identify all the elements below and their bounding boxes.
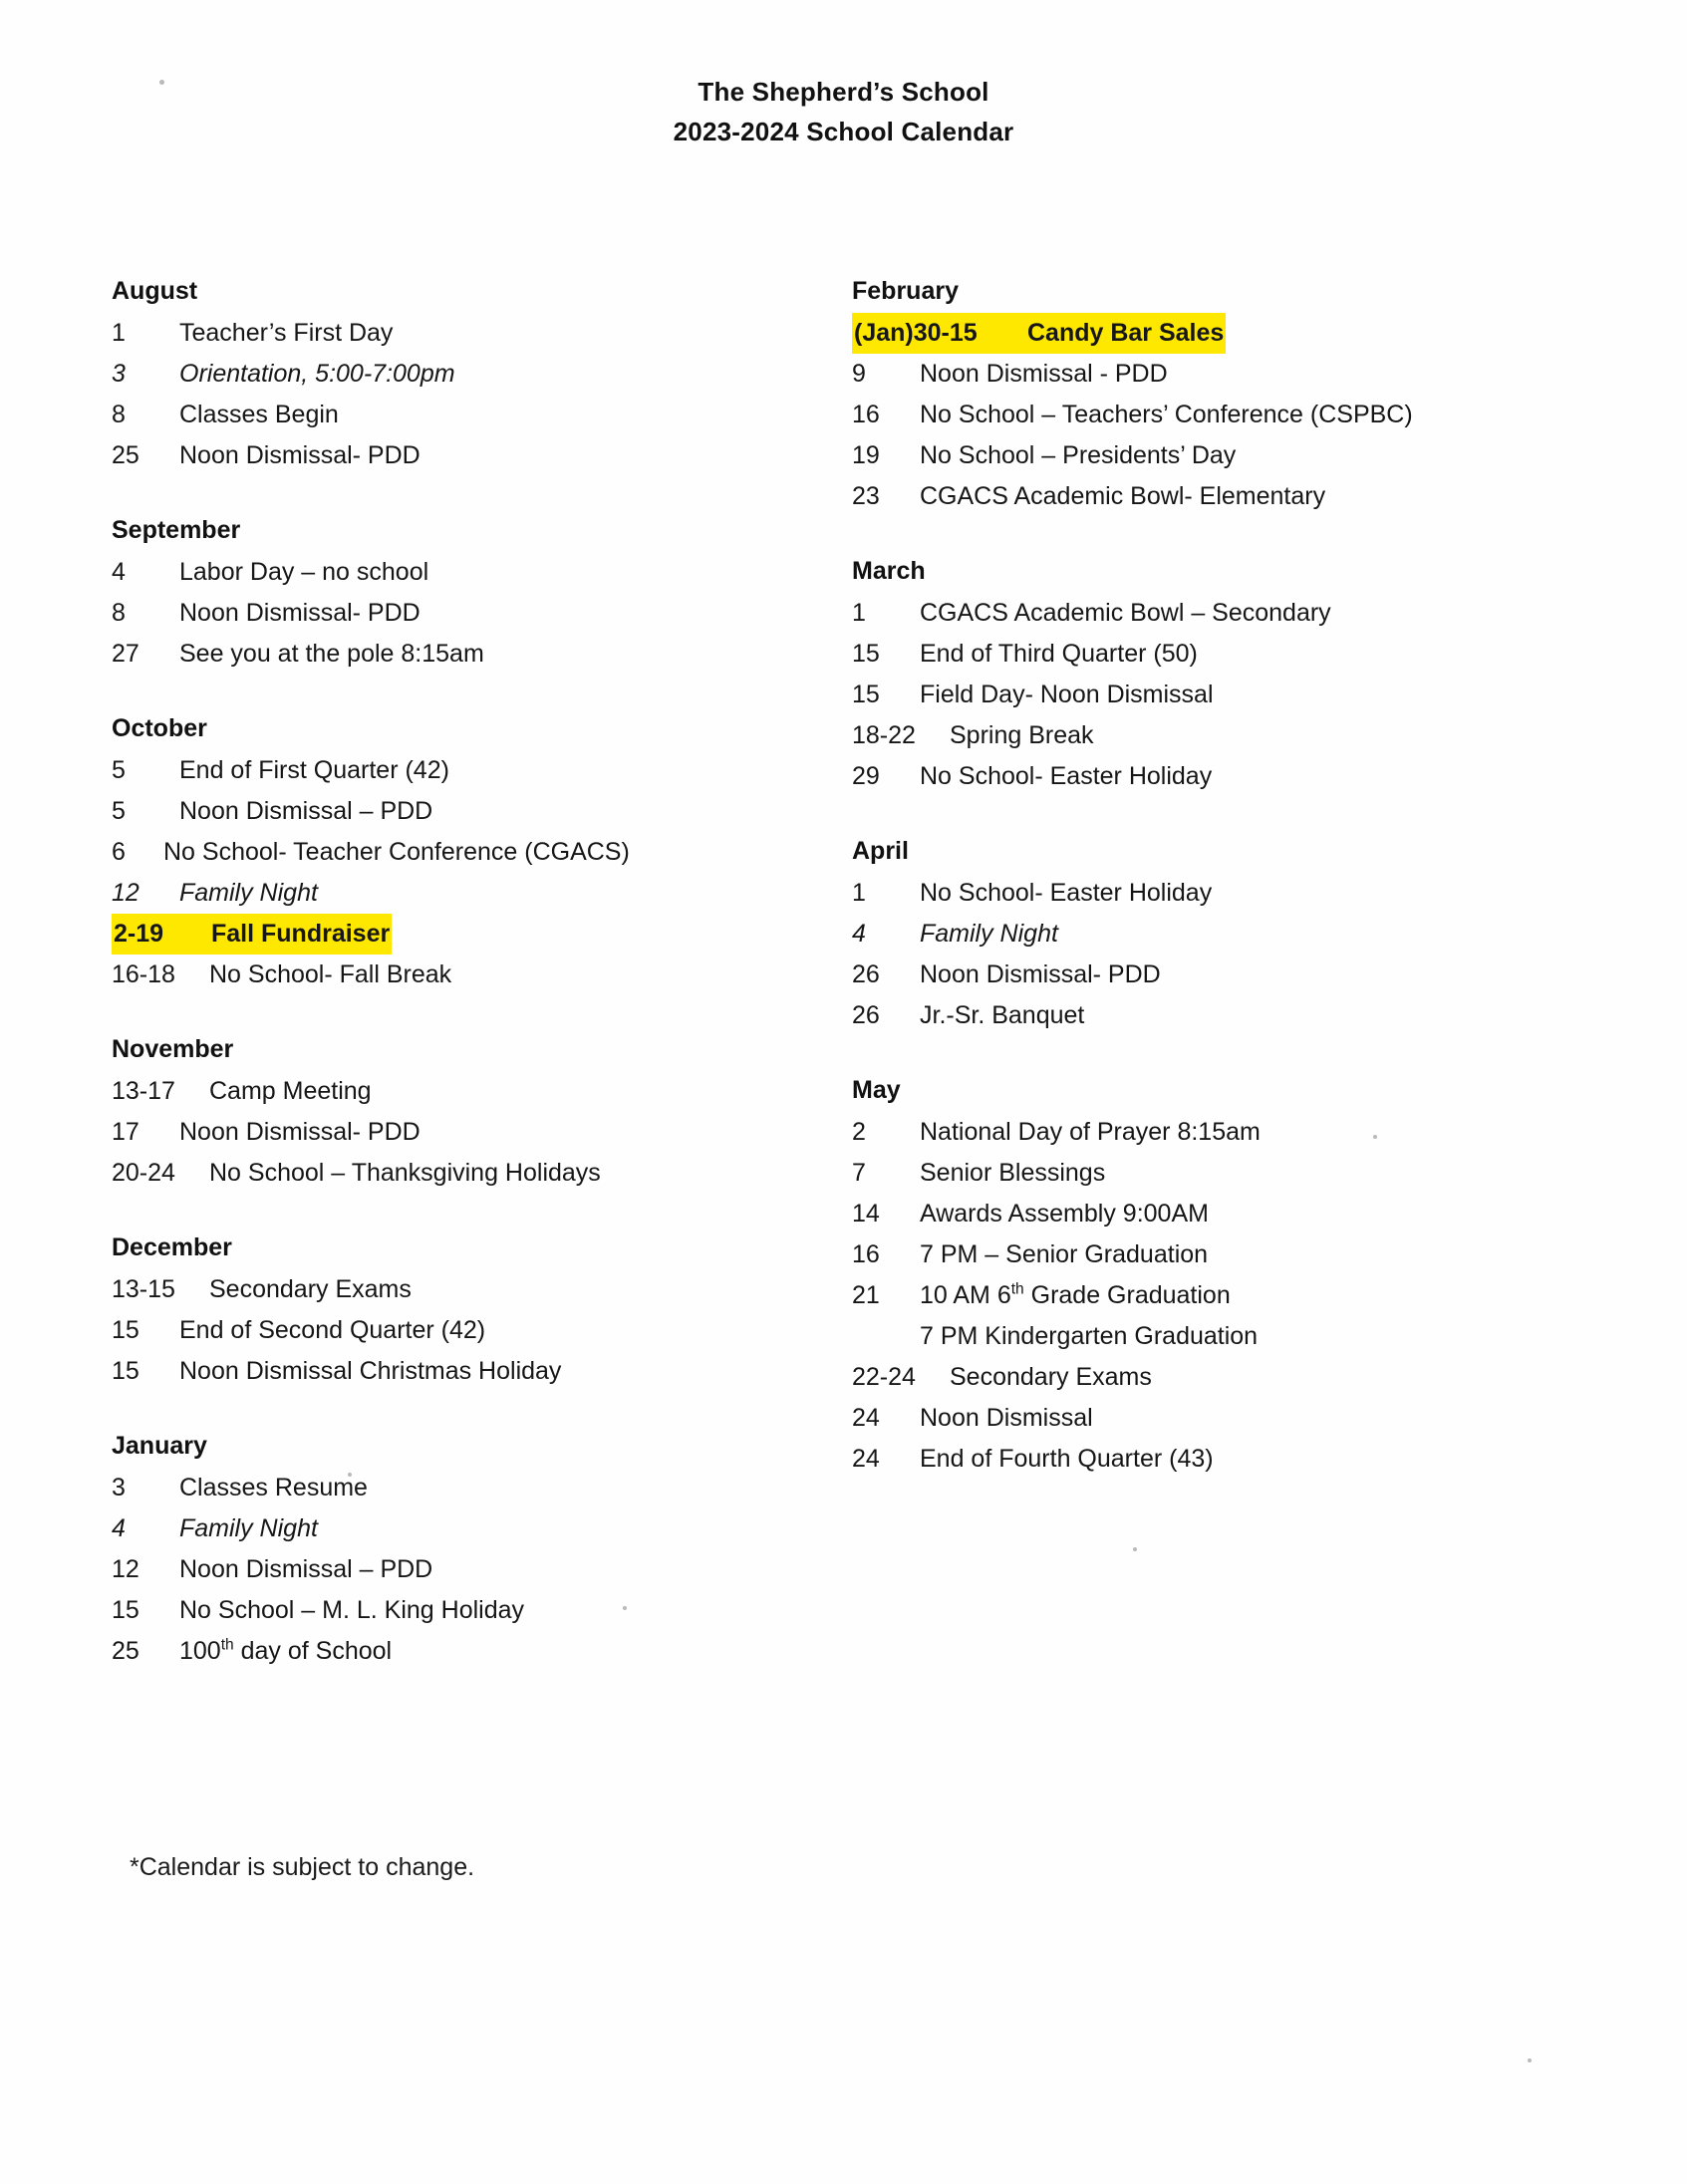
calendar-event-row (852, 313, 1226, 354)
event-date: 13-15 (112, 1275, 175, 1303)
event-description: 7 PM Kindergarten Graduation (920, 1322, 1259, 1350)
event-row-wrapper (852, 1112, 1549, 1153)
month-heading: April (852, 837, 909, 865)
event-description: Noon Dismissal- PDD (920, 960, 1161, 988)
event-date: 9 (852, 360, 866, 388)
event-row-wrapper (112, 955, 769, 995)
event-date: 16 (852, 401, 880, 428)
event-description: CGACS Academic Bowl- Elementary (920, 482, 1326, 510)
event-date: 5 (112, 797, 126, 825)
calendar-event-row (852, 1153, 1549, 1194)
calendar-event-row (112, 395, 769, 435)
event-description: Noon Dismissal Christmas Holiday (179, 1357, 562, 1385)
calendar-event-row (112, 832, 769, 873)
calendar-event-row (112, 1468, 769, 1508)
month-heading: August (112, 277, 198, 305)
event-description: No School – Presidents’ Day (920, 441, 1237, 469)
event-description: Noon Dismissal- PDD (179, 1118, 421, 1146)
title-calendar-year: 2023-2024 School Calendar (673, 117, 1014, 146)
event-row-wrapper (112, 832, 769, 873)
event-description: No School – M. L. King Holiday (179, 1596, 525, 1624)
event-row-wrapper (852, 1316, 1549, 1357)
event-date: 13-17 (112, 1077, 175, 1105)
event-description: End of Second Quarter (42) (179, 1316, 486, 1344)
event-description: Classes Begin (179, 401, 339, 428)
calendar-event-row (112, 552, 769, 593)
calendar-columns (0, 271, 1687, 1785)
event-row-wrapper (852, 593, 1549, 634)
event-row-wrapper (112, 1269, 769, 1310)
event-description: End of First Quarter (42) (179, 756, 449, 784)
event-date: (Jan)30-15 (854, 319, 978, 347)
event-date: 15 (112, 1316, 140, 1344)
event-date: 1 (852, 599, 866, 627)
calendar-event-row (852, 354, 1549, 395)
calendar-event-row (852, 955, 1549, 995)
event-row-wrapper (852, 955, 1549, 995)
month-block (852, 831, 1549, 1036)
event-row-wrapper (852, 1357, 1549, 1398)
event-date: 6 (112, 838, 126, 866)
event-row-wrapper (112, 750, 769, 791)
month-heading: November (112, 1035, 234, 1063)
event-row-wrapper (852, 354, 1549, 395)
event-description: Spring Break (950, 721, 1094, 749)
event-description: End of Fourth Quarter (43) (920, 1445, 1214, 1473)
month-heading: May (852, 1076, 901, 1104)
event-description: Awards Assembly 9:00AM (920, 1200, 1209, 1228)
calendar-event-row (852, 1316, 1549, 1357)
month-block (852, 1070, 1549, 1480)
event-date: 14 (852, 1200, 880, 1228)
event-row-wrapper (852, 995, 1549, 1036)
event-row-wrapper (112, 914, 769, 955)
event-date: 15 (852, 640, 880, 668)
month-block (112, 271, 769, 476)
calendar-event-row (852, 675, 1549, 715)
calendar-event-row (852, 1357, 1549, 1398)
event-description: Field Day- Noon Dismissal (920, 681, 1214, 708)
event-date: 16 (852, 1240, 880, 1268)
event-date: 8 (112, 599, 126, 627)
event-row-wrapper (112, 1071, 769, 1112)
event-date: 4 (112, 558, 126, 586)
event-description: Candy Bar Sales (1027, 319, 1225, 347)
event-description: Noon Dismissal (920, 1404, 1093, 1432)
event-row-wrapper (112, 354, 769, 395)
event-row-wrapper (852, 634, 1549, 675)
month-heading: December (112, 1233, 232, 1261)
month-block (112, 708, 769, 995)
event-row-wrapper (112, 1112, 769, 1153)
event-description: Noon Dismissal - PDD (920, 360, 1168, 388)
month-block (112, 510, 769, 675)
event-description: Classes Resume (179, 1474, 368, 1502)
event-date: 22-24 (852, 1363, 916, 1391)
calendar-event-row (852, 1234, 1549, 1275)
event-date: 2-19 (114, 920, 164, 948)
calendar-event-row (852, 873, 1549, 914)
event-row-wrapper (112, 1549, 769, 1590)
event-description: No School- Easter Holiday (920, 762, 1213, 790)
event-date: 26 (852, 960, 880, 988)
event-date: 29 (852, 762, 880, 790)
calendar-event-row (852, 593, 1549, 634)
event-date: 4 (112, 1514, 126, 1542)
event-date: 1 (852, 879, 866, 907)
month-heading: January (112, 1432, 207, 1460)
event-description: Orientation, 5:00-7:00pm (179, 360, 455, 388)
calendar-event-row (112, 1269, 769, 1310)
event-description: Noon Dismissal- PDD (179, 441, 421, 469)
event-date: 12 (112, 1555, 140, 1583)
event-date: 26 (852, 1001, 880, 1029)
event-row-wrapper (112, 634, 769, 675)
event-description: Secondary Exams (209, 1275, 412, 1303)
event-description: Senior Blessings (920, 1159, 1106, 1187)
calendar-event-row (112, 1631, 769, 1672)
calendar-event-row (112, 873, 769, 914)
calendar-event-row (112, 1112, 769, 1153)
event-description: Labor Day – no school (179, 558, 429, 586)
calendar-event-row (112, 750, 769, 791)
event-date: 15 (852, 681, 880, 708)
calendar-event-row (852, 995, 1549, 1036)
event-date: 24 (852, 1404, 880, 1432)
event-row-wrapper (112, 1468, 769, 1508)
event-row-wrapper (112, 395, 769, 435)
event-date: 5 (112, 756, 126, 784)
month-heading: October (112, 714, 207, 742)
event-date: 18-22 (852, 721, 916, 749)
calendar-event-row (112, 1153, 769, 1194)
event-description: End of Third Quarter (50) (920, 640, 1198, 668)
month-heading: February (852, 277, 959, 305)
event-description: Secondary Exams (950, 1363, 1152, 1391)
calendar-event-row (852, 756, 1549, 797)
event-row-wrapper (112, 1590, 769, 1631)
event-row-wrapper (852, 914, 1549, 955)
event-row-wrapper (112, 1508, 769, 1549)
event-row-wrapper (852, 395, 1549, 435)
event-row-wrapper (112, 791, 769, 832)
event-date: 15 (112, 1357, 140, 1385)
calendar-event-row (112, 914, 392, 955)
event-row-wrapper (852, 1234, 1549, 1275)
calendar-event-row (852, 914, 1549, 955)
event-row-wrapper (112, 552, 769, 593)
event-row-wrapper (852, 675, 1549, 715)
calendar-event-row (112, 955, 769, 995)
event-row-wrapper (852, 435, 1549, 476)
calendar-event-row (112, 1310, 769, 1351)
event-row-wrapper (852, 1398, 1549, 1439)
title-school-name: The Shepherd’s School (698, 77, 989, 107)
event-row-wrapper (112, 1351, 769, 1392)
event-date: 12 (112, 879, 140, 907)
calendar-event-row (852, 476, 1549, 517)
event-date: 3 (112, 360, 126, 388)
event-description: No School- Teacher Conference (CGACS) (163, 838, 630, 866)
event-description: Family Night (179, 1514, 318, 1542)
event-description: Jr.-Sr. Banquet (920, 1001, 1085, 1029)
month-block (112, 1426, 769, 1672)
calendar-column-right (852, 271, 1549, 1513)
event-date: 1 (112, 319, 126, 347)
month-block (112, 1228, 769, 1392)
event-date: 23 (852, 482, 880, 510)
event-date: 19 (852, 441, 880, 469)
event-description: 7 PM – Senior Graduation (920, 1240, 1209, 1268)
event-row-wrapper (852, 873, 1549, 914)
event-date: 8 (112, 401, 126, 428)
event-date: 24 (852, 1445, 880, 1473)
calendar-event-row (852, 1439, 1549, 1480)
calendar-event-row (112, 1590, 769, 1631)
event-date: 4 (852, 920, 866, 948)
calendar-event-row (852, 1398, 1549, 1439)
event-description: No School- Easter Holiday (920, 879, 1213, 907)
month-block (852, 271, 1549, 517)
event-date: 2 (852, 1118, 866, 1146)
event-description: Family Night (179, 879, 318, 907)
event-row-wrapper (852, 313, 1549, 354)
event-date: 20-24 (112, 1159, 175, 1187)
month-block (112, 1029, 769, 1194)
event-description: No School – Thanksgiving Holidays (209, 1159, 601, 1187)
calendar-event-row (112, 1549, 769, 1590)
event-description: 100th day of School (179, 1636, 393, 1665)
calendar-event-row (852, 1112, 1549, 1153)
calendar-event-row (852, 715, 1549, 756)
calendar-event-row (112, 1351, 769, 1392)
event-date: 7 (852, 1159, 866, 1187)
event-date: 16-18 (112, 960, 175, 988)
calendar-event-row (112, 1508, 769, 1549)
event-row-wrapper (112, 1153, 769, 1194)
calendar-event-row (852, 634, 1549, 675)
event-description: No School – Teachers’ Conference (CSPBC) (920, 401, 1413, 428)
calendar-event-row (852, 435, 1549, 476)
event-description: CGACS Academic Bowl – Secondary (920, 599, 1331, 627)
month-heading: March (852, 557, 926, 585)
event-row-wrapper (112, 1310, 769, 1351)
calendar-event-row (112, 593, 769, 634)
event-date: 17 (112, 1118, 140, 1146)
event-description: Fall Fundraiser (211, 920, 391, 948)
event-description: National Day of Prayer 8:15am (920, 1118, 1261, 1146)
event-description: Teacher’s First Day (179, 319, 394, 347)
event-row-wrapper (852, 1194, 1549, 1234)
event-description: 10 AM 6th Grade Graduation (920, 1280, 1231, 1309)
month-block (852, 551, 1549, 797)
event-date: 21 (852, 1281, 880, 1309)
page-title (0, 72, 1687, 151)
calendar-event-row (112, 435, 769, 476)
event-description: Noon Dismissal – PDD (179, 1555, 433, 1583)
calendar-event-row (112, 791, 769, 832)
calendar-column-left (112, 271, 769, 1706)
scan-speck (1528, 2058, 1532, 2062)
event-row-wrapper (852, 715, 1549, 756)
event-row-wrapper (852, 1439, 1549, 1480)
event-description: No School- Fall Break (209, 960, 452, 988)
event-date: 3 (112, 1474, 126, 1502)
event-description: Family Night (920, 920, 1058, 948)
calendar-event-row (852, 1275, 1549, 1316)
calendar-event-row (112, 634, 769, 675)
event-description: See you at the pole 8:15am (179, 640, 484, 668)
event-row-wrapper (112, 435, 769, 476)
event-date: 25 (112, 1637, 140, 1665)
event-row-wrapper (852, 476, 1549, 517)
calendar-event-row (112, 1071, 769, 1112)
event-row-wrapper (112, 1631, 769, 1672)
event-row-wrapper (112, 593, 769, 634)
event-description: Camp Meeting (209, 1077, 372, 1105)
event-date: 15 (112, 1596, 140, 1624)
event-row-wrapper (852, 1153, 1549, 1194)
event-row-wrapper (852, 756, 1549, 797)
calendar-event-row (852, 1194, 1549, 1234)
event-date: 27 (112, 640, 140, 668)
event-description: Noon Dismissal – PDD (179, 797, 433, 825)
event-row-wrapper (852, 1275, 1549, 1316)
month-heading: September (112, 516, 241, 544)
footer-disclaimer: *Calendar is subject to change. (130, 1853, 475, 1881)
event-date: 25 (112, 441, 140, 469)
calendar-event-row (112, 354, 769, 395)
calendar-event-row (112, 313, 769, 354)
event-row-wrapper (112, 873, 769, 914)
event-description: Noon Dismissal- PDD (179, 599, 421, 627)
event-row-wrapper (112, 313, 769, 354)
calendar-event-row (852, 395, 1549, 435)
